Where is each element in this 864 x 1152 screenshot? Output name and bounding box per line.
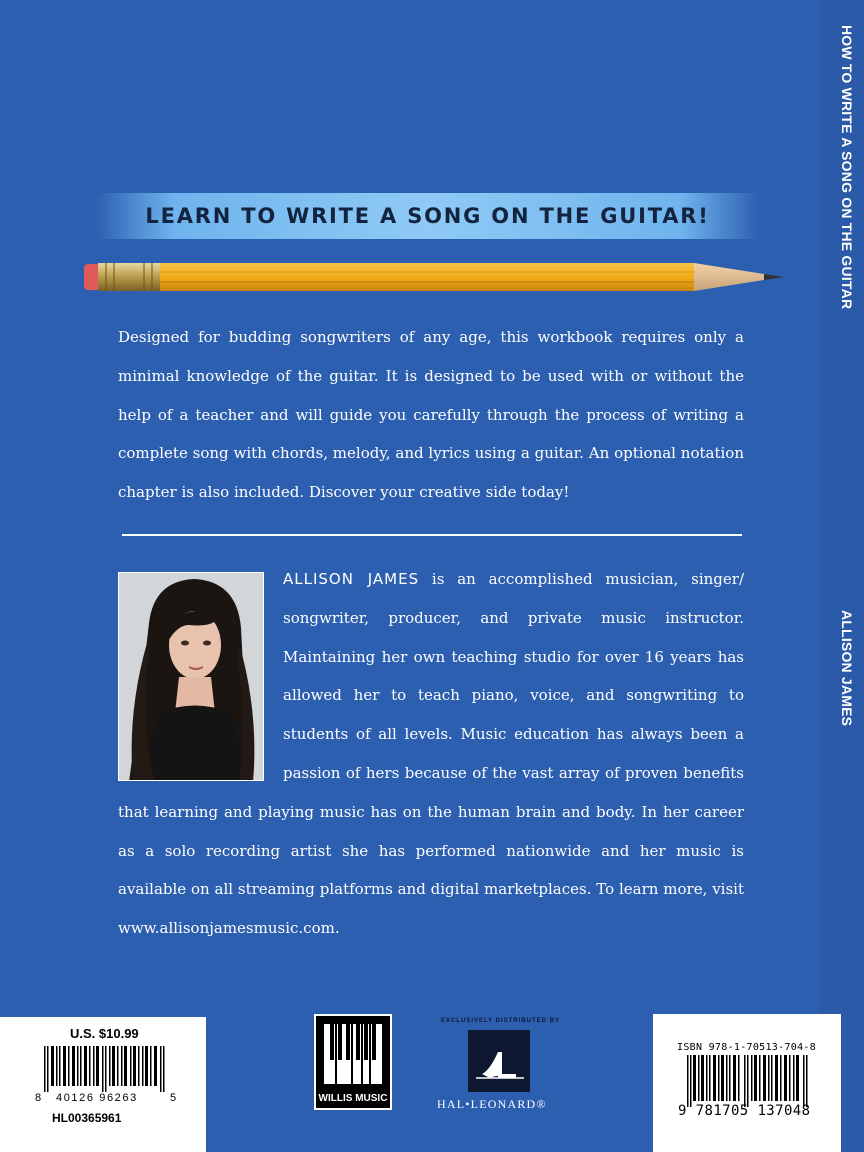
price-label: U.S. $10.99	[70, 1026, 139, 1041]
isbn-digits: 9 781705 137048	[678, 1103, 811, 1119]
hal-leonard-name: HAL•LEONARD®	[437, 1097, 547, 1111]
photo-float-spacer	[118, 560, 283, 790]
spine-author: ALLISON JAMES	[839, 610, 855, 727]
willis-music-logo	[314, 1014, 392, 1110]
headline-banner	[95, 193, 760, 239]
isbn-label: ISBN 978-1-70513-704-8	[677, 1042, 817, 1053]
upc-barcode	[44, 1046, 168, 1092]
willis-music-name: WILLIS MUSIC	[318, 1093, 388, 1104]
upc-digit-right: 5	[170, 1092, 177, 1104]
book-description: Designed for budding songwriters of any age, this workbook requires only a minimal knowledge of the guitar. It is designed to be used with or without the help of a teacher and will guide you carefully through the process of writing a complete song with chords, melody, and lyrics using a guitar. An optional notation chapter is also included. Discover your creative side today!	[118, 328, 744, 502]
author-name: ALLISON JAMES	[283, 570, 420, 588]
upc-digit-left: 8	[35, 1092, 42, 1104]
distributed-label: EXCLUSIVELY DISTRIBUTED BY	[441, 1018, 561, 1024]
product-code: HL00365961	[52, 1111, 122, 1125]
section-divider	[122, 534, 742, 536]
hal-leonard-logo	[468, 1030, 530, 1092]
author-bio	[118, 560, 744, 948]
pencil-illustration	[84, 260, 786, 294]
author-bio-text: is an accomplished musician, singer/ songwriter, producer, and private music instructor. Maintaining her own teaching studio for over 16 years has allowed her to teach piano, voice, and songwriting to students of all levels. Music education has always been a passion of hers because of the vast array of proven benefits that learning and playing music has on the human brain and body. In her career as a solo recording artist she has performed nationwide and her music is available on all streaming platforms and digital marketplaces. To learn more, visit www.allisonjamesmusic.com.	[118, 570, 745, 938]
isbn-barcode	[687, 1055, 811, 1107]
spine-title: HOW TO WRITE A SONG ON THE GUITAR	[839, 25, 855, 310]
upc-digits-middle: 40126 96263	[56, 1092, 138, 1104]
headline-text: LEARN TO WRITE A SONG ON THE GUITAR!	[145, 204, 710, 228]
